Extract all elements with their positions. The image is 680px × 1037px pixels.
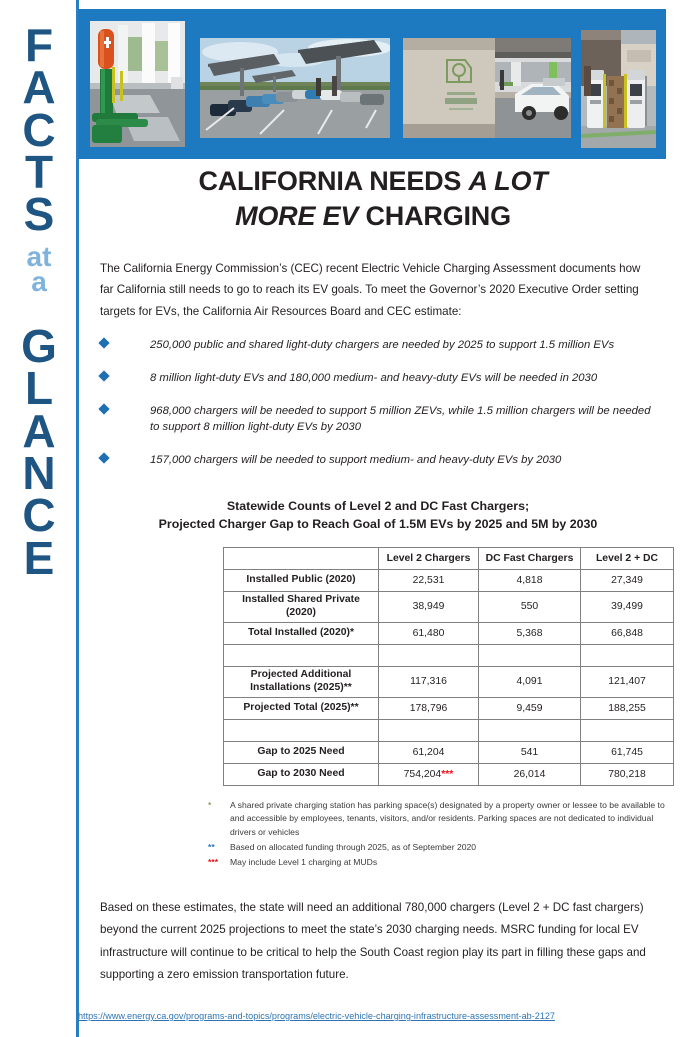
spacer-cell (581, 644, 674, 666)
table-caption-line2: Projected Charger Gap to Reach Goal of 1.5M EVs by 2025 and 5M by 2030 (158, 516, 598, 531)
spacer-cell (224, 644, 379, 666)
charger-counts-table-wrapper (223, 547, 673, 786)
row-label-installed-public-2020: Installed Public (2020) (224, 570, 379, 592)
cell-gap2025-total: 61,745 (581, 741, 674, 763)
list-item (98, 370, 658, 386)
footnote-double-asterisk (208, 841, 678, 854)
rail-word-a: a (31, 266, 47, 298)
photo-garage-wall-logo-car (403, 38, 571, 138)
cell-projected-additional-dcfast: 4,091 (479, 666, 581, 697)
rail-letter-c1: C (22, 103, 56, 156)
spacer-cell (479, 719, 581, 741)
cell-projected-additional-total: 121,407 (581, 666, 674, 697)
closing-paragraph: Based on these estimates, the state will need an additional 780,000 chargers (Level 2 + DC fast chargers) beyond the current 2025 projections to meet the state’s 2030 charging needs. MSRC funding for local EV infrastructure will continue to be critical to help the South Coast region play its part in filling these gaps and supporting a zero emission transportation future. (100, 901, 646, 981)
title-line1-plain: CALIFORNIA NEEDS (198, 166, 469, 196)
title-line2-italic: MORE EV (235, 200, 359, 231)
rail-letter-a2: A (22, 404, 56, 457)
table-row (224, 570, 674, 592)
table-header-total: Level 2 + DC (581, 548, 674, 570)
diamond-bullet-icon (98, 452, 109, 463)
table-spacer-row (224, 719, 674, 741)
row-label-gap-2030: Gap to 2030 Need (224, 763, 379, 785)
table-header-level2: Level 2 Chargers (379, 548, 479, 570)
cell-gap2030-total: 780,218 (581, 763, 674, 785)
spacer-cell (379, 644, 479, 666)
spacer-cell (581, 719, 674, 741)
rail-letter-f: F (24, 19, 54, 71)
table-row (224, 741, 674, 763)
footnote-text: A shared private charging station has parking space(s) designated by a property owner or lessee to be available to and accessible by employees, tenants, visitors, and/or residents. Parking spaces are not dedicated to individual drivers or vehicles (230, 800, 665, 837)
footnote-triple-asterisk (208, 856, 678, 869)
rail-letter-g: G (21, 320, 57, 373)
cell-shared-private-dcfast: 550 (479, 592, 581, 623)
main-content-column (78, 0, 680, 1037)
footnote-single-asterisk (208, 799, 678, 839)
cell-gap2030-level2-value: 754,204*** (403, 768, 454, 780)
table-row (224, 697, 674, 719)
list-item (98, 403, 658, 435)
rail-letter-s: S (23, 188, 55, 241)
footnote-marker: *** (208, 857, 219, 868)
cell-projected-additional-level2: 117,316 (379, 666, 479, 697)
table-header-dcfast: DC Fast Chargers (479, 548, 581, 570)
row-label-projected-additional-2025: Projected Additional Installations (2025)** (224, 666, 379, 697)
estimates-bullet-list (98, 337, 658, 485)
photo-garage-wall-logo-car-graphic (403, 38, 571, 138)
source-url-link[interactable]: https://www.energy.ca.gov/programs-and-topics/programs/electric-vehicle-charging-infrastructure-assessment-ab-2127 (78, 1011, 555, 1021)
cell-installed-public-dcfast: 4,818 (479, 570, 581, 592)
footnote-marker: * (208, 800, 212, 810)
diamond-bullet-icon (98, 337, 109, 348)
rail-letter-a1: A (22, 61, 56, 114)
spacer-cell (479, 644, 581, 666)
row-label-projected-total-2025: Projected Total (2025)** (224, 697, 379, 719)
photo-banner (78, 9, 666, 159)
rail-letter-t: T (24, 145, 54, 198)
cell-projected-total-dcfast: 9,459 (479, 697, 581, 719)
intro-paragraph: The California Energy Commission’s (CEC) recent Electric Vehicle Charging Assessment documents how far California still needs to go to reach its EV goals. To meet the Governor’s 2020 Executive Order setting targets for EVs, the California Air Resources Board and CEC estimate: (100, 262, 641, 318)
title-line2-plain: CHARGING (358, 200, 511, 231)
title-line1-italic: A LOT (468, 166, 548, 196)
cell-projected-total-level2: 178,796 (379, 697, 479, 719)
table-caption-line1: Statewide Counts of Level 2 and DC Fast Chargers; (226, 499, 530, 513)
table-row (224, 622, 674, 644)
rail-word-at: at (26, 240, 52, 272)
table-spacer-row (224, 644, 674, 666)
spacer-cell (379, 719, 479, 741)
bullet-text: 250,000 public and shared light-duty chargers are needed by 2025 to support 1.5 million EVs (150, 339, 615, 351)
photo-solar-carport-lot (200, 38, 390, 138)
rail-letter-l: L (24, 362, 54, 415)
charger-counts-table (223, 547, 674, 786)
row-label-total-installed-2020: Total Installed (2020)* (224, 622, 379, 644)
row-label-installed-shared-private-2020: Installed Shared Private (2020) (224, 592, 379, 623)
row-label-gap-2025: Gap to 2025 Need (224, 741, 379, 763)
cell-installed-public-total: 27,349 (581, 570, 674, 592)
table-row (224, 592, 674, 623)
diamond-bullet-icon (98, 403, 109, 414)
cell-gap2025-dcfast: 541 (479, 741, 581, 763)
photo-solar-carport-lot-graphic (200, 38, 390, 138)
cell-gap2030-level2 (379, 763, 479, 785)
list-item (98, 337, 658, 353)
spacer-cell (224, 719, 379, 741)
rail-letter-e: E (23, 531, 55, 584)
footnote-text: Based on allocated funding through 2025, as of September 2020 (230, 841, 477, 852)
table-header-corner (224, 548, 379, 570)
footnote-text: May include Level 1 charging at MUDs (230, 857, 378, 868)
footnote-marker: ** (208, 841, 215, 852)
table-caption (108, 498, 648, 534)
footnotes (208, 799, 678, 872)
vertical-facts-at-a-glance-rail (0, 0, 78, 1037)
cell-gap2025-level2: 61,204 (379, 741, 479, 763)
rail-letter-c2: C (22, 489, 56, 542)
photo-garage-charger (90, 21, 185, 147)
photo-dual-dc-fast-chargers (581, 30, 656, 148)
rail-letter-n: N (22, 447, 56, 499)
cell-gap2030-dcfast: 26,014 (479, 763, 581, 785)
photo-garage-charger-graphic (90, 21, 185, 147)
cell-installed-public-level2: 22,531 (379, 570, 479, 592)
cell-total-installed-dcfast: 5,368 (479, 622, 581, 644)
cell-shared-private-level2: 38,949 (379, 592, 479, 623)
cell-total-installed-level2: 61,480 (379, 622, 479, 644)
list-item (98, 452, 658, 468)
table-header-row (224, 548, 674, 570)
cell-projected-total-total: 188,255 (581, 697, 674, 719)
table-row (224, 763, 674, 785)
cell-shared-private-total: 39,499 (581, 592, 674, 623)
bullet-text: 8 million light-duty EVs and 180,000 medium- and heavy-duty EVs will be needed in 2030 (150, 372, 598, 385)
cell-total-installed-total: 66,848 (581, 622, 674, 644)
diamond-bullet-icon (98, 370, 109, 381)
table-row (224, 666, 674, 697)
gap2030-footnote-marker: *** (441, 768, 454, 780)
page-title (90, 164, 656, 233)
bullet-text: 968,000 chargers will be needed to support 5 million ZEVs, while 1.5 million chargers will be needed to support 8 million light-duty EVs by 2030 (150, 405, 651, 434)
bullet-text: 157,000 chargers will be needed to support medium- and heavy-duty EVs by 2030 (150, 454, 562, 467)
photo-dual-dc-fast-chargers-graphic (581, 30, 656, 148)
